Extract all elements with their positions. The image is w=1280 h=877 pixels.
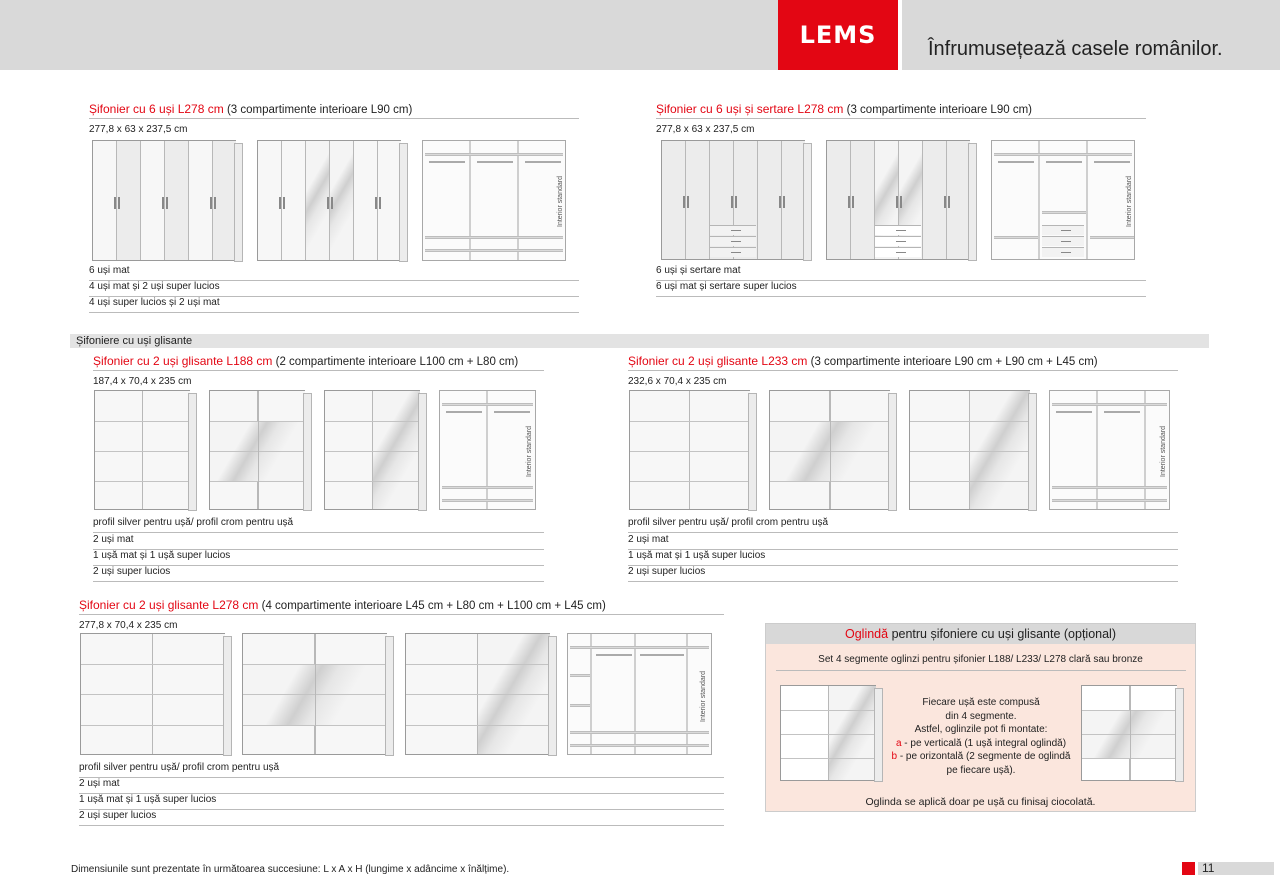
- s3-title-note: (2 compartimente interioare L100 cm + L80 cm): [275, 356, 519, 368]
- mirror-info-line-4: pe fiecare ușă).: [946, 764, 1016, 776]
- mirror-example-horizontal: [1081, 685, 1177, 781]
- s3-title: [93, 354, 544, 371]
- mirror-info-line-3: Astfel, oglinzile pot fi montate:: [914, 724, 1048, 735]
- s1-dimensions: 277,8 x 63 x 237,5 cm: [89, 124, 188, 135]
- s2-wardrobe-matte: [661, 140, 805, 260]
- mirror-info-b-text: - pe orizontală (2 segmente de oglindă: [897, 751, 1071, 762]
- lems-logo: LEMS: [778, 0, 898, 70]
- page-marker: [1182, 862, 1195, 875]
- s3-wardrobe-mirror-horizontal: [209, 390, 305, 510]
- header-tagline: Înfrumusețează casele românilor.: [928, 38, 1223, 60]
- s3-interior: [439, 390, 536, 510]
- mirror-option-box: [765, 623, 1196, 812]
- dimensions-footnote: Dimensiunile sunt prezentate în următoarea succesiune: L x A x H (lungime x adâncime x înălțime).: [71, 864, 510, 875]
- mirror-box-title: [766, 624, 1195, 644]
- mirror-example-vertical: [780, 685, 876, 781]
- s2-option-1: 6 uși și sertare mat: [656, 265, 1146, 281]
- s4-title-note: (3 compartimente interioare L90 cm + L90 cm + L45 cm): [810, 356, 1098, 368]
- s4-wardrobe-matte: [629, 390, 750, 510]
- s5-option-2: 2 uși mat: [79, 778, 724, 794]
- s4-option-1: profil silver pentru ușă/ profil crom pentru ușă: [628, 517, 1178, 533]
- s1-option-2: 4 uși mat și 2 uși super lucios: [89, 281, 579, 297]
- s5-title-name: Șifonier cu 2 uși glisante L278 cm: [79, 598, 259, 612]
- s5-title-note: (4 compartimente interioare L45 cm + L80 cm + L100 cm + L45 cm): [261, 600, 606, 612]
- s5-title: [79, 598, 724, 615]
- s1-wardrobe-matte: [92, 140, 236, 261]
- s5-dimensions: 277,8 x 70,4 x 235 cm: [79, 620, 178, 631]
- mirror-info-option-a: [881, 737, 1081, 751]
- page-number: 11: [1198, 862, 1274, 875]
- s5-option-4: 2 uși super lucios: [79, 810, 724, 826]
- s5-option-3: 1 ușă mat și 1 ușă super lucios: [79, 794, 724, 810]
- logo-separator: [898, 0, 902, 70]
- mirror-info-a-text: - pe verticală (1 ușă integral oglindă): [901, 737, 1067, 749]
- s4-wardrobe-mirror-horizontal: [769, 390, 890, 510]
- s1-option-1: 6 uși mat: [89, 265, 579, 281]
- mirror-box-info: [881, 696, 1081, 777]
- s2-title-note: (3 compartimente interioare L90 cm): [846, 104, 1032, 116]
- s4-interior: [1049, 390, 1170, 510]
- s1-interior: [422, 140, 566, 261]
- s3-option-3: 1 ușă mat și 1 ușă super lucios: [93, 550, 544, 566]
- s5-wardrobe-mirror-vertical: [405, 633, 550, 755]
- s2-interior: [991, 140, 1135, 260]
- s3-wardrobe-matte: [94, 390, 190, 510]
- s4-interior-label: Interior standard: [1160, 426, 1167, 477]
- mirror-info-b-letter: b: [891, 751, 898, 762]
- s2-wardrobe-gloss: [826, 140, 970, 260]
- s3-wardrobe-mirror-vertical: [324, 390, 420, 510]
- mirror-box-subtitle: Set 4 segmente oglinzi pentru șifonier L188/ L233/ L278 clară sau bronze: [818, 654, 1143, 665]
- s5-wardrobe-mirror-horizontal: [242, 633, 387, 755]
- s4-option-3: 1 ușă mat și 1 ușă super lucios: [628, 550, 1178, 566]
- mirror-info-a-letter: a: [895, 737, 902, 749]
- s1-title-note: (3 compartimente interioare L90 cm): [226, 104, 413, 116]
- s5-interior: [567, 633, 712, 755]
- s3-option-4: 2 uși super lucios: [93, 566, 544, 582]
- s3-dimensions: 187,4 x 70,4 x 235 cm: [93, 376, 192, 387]
- mirror-info-line-2: din 4 segmente.: [945, 710, 1017, 722]
- sliding-section-heading: Șifoniere cu uși glisante: [70, 334, 1209, 348]
- s1-option-3: 4 uși super lucios și 2 uși mat: [89, 297, 579, 313]
- s3-option-2: 2 uși mat: [93, 534, 544, 550]
- s4-title-name: Șifonier cu 2 uși glisante L233 cm: [628, 354, 808, 368]
- mirror-info-line-1: Fiecare ușă este compusă: [922, 697, 1040, 708]
- s5-wardrobe-matte: [80, 633, 225, 755]
- s2-dimensions: 277,8 x 63 x 237,5 cm: [656, 124, 755, 135]
- s2-title: [656, 102, 1146, 119]
- mirror-box-footer: Oglinda se aplică doar pe ușă cu finisaj ciocolată.: [865, 796, 1096, 808]
- s4-title: [628, 354, 1178, 371]
- s4-wardrobe-mirror-vertical: [909, 390, 1030, 510]
- s1-interior-label: Interior standard: [557, 176, 564, 227]
- s1-wardrobe-gloss: [257, 140, 401, 261]
- s5-option-1: profil silver pentru ușă/ profil crom pentru ușă: [79, 762, 724, 778]
- mirror-info-option-b: [881, 750, 1081, 764]
- s3-title-name: Șifonier cu 2 uși glisante L188 cm: [93, 354, 273, 368]
- s4-dimensions: 232,6 x 70,4 x 235 cm: [628, 376, 727, 387]
- s2-title-name: Șifonier cu 6 uși și sertare L278 cm: [656, 102, 844, 116]
- mirror-box-title-rest: pentru șifoniere cu uși glisante (opțional): [888, 627, 1116, 641]
- s4-option-2: 2 uși mat: [628, 534, 1178, 550]
- s3-option-1: profil silver pentru ușă/ profil crom pentru ușă: [93, 517, 544, 533]
- s1-title-name: Șifonier cu 6 uși L278 cm: [89, 102, 224, 116]
- s2-interior-label: Interior standard: [1126, 176, 1133, 227]
- s3-interior-label: Interior standard: [526, 426, 533, 477]
- s2-option-2: 6 uși mat și sertare super lucios: [656, 281, 1146, 297]
- mirror-box-divider: [776, 670, 1186, 671]
- s4-option-4: 2 uși super lucios: [628, 566, 1178, 582]
- s5-interior-label: Interior standard: [700, 671, 707, 722]
- mirror-box-title-red: Oglindă: [845, 627, 889, 641]
- s1-title: [89, 102, 579, 119]
